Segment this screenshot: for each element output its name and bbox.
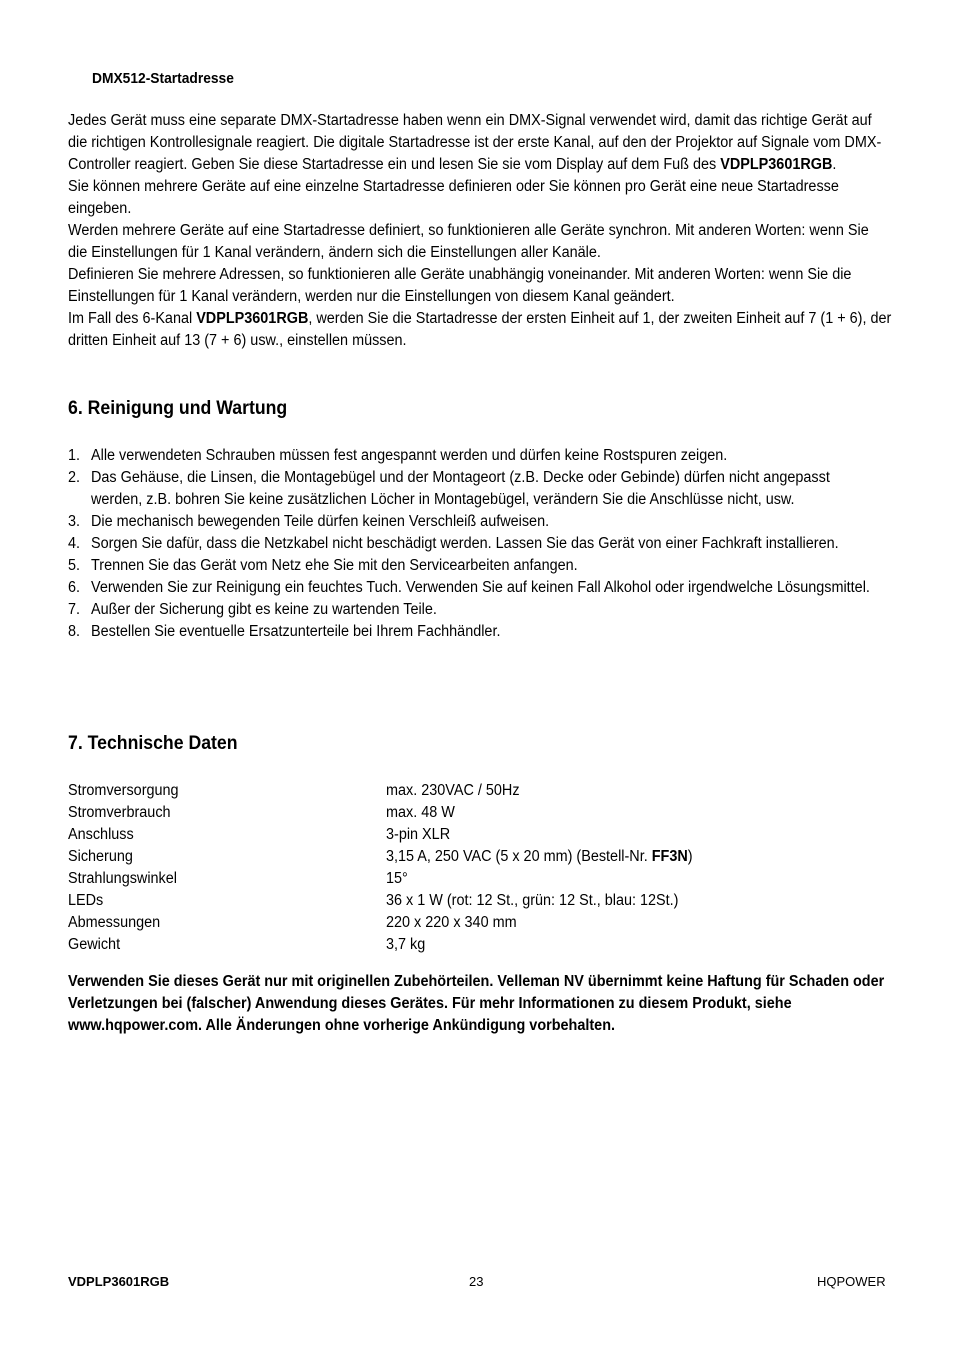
spec-label: Strahlungswinkel [68, 870, 177, 887]
spec-value-composite [386, 846, 693, 868]
list-item-number: 6. [68, 579, 81, 596]
table-row [68, 802, 716, 824]
spec-value: 3-pin XLR [386, 826, 451, 843]
list-item [68, 533, 888, 555]
spec-value: 220 x 220 x 340 mm [386, 914, 517, 931]
list-item-text: Die mechanisch bewegenden Teile dürfen keinen Verschleiß aufweisen. [91, 513, 550, 530]
dmx-p5-end: , werden Sie die Startadresse der ersten Einheit auf 1, der zweiten Einheit auf 7 (1 + 6), der dritten Einheit auf 13 (7 + 6) usw., einstellen müssen. [68, 310, 892, 349]
spec-label: LEDs [68, 892, 104, 909]
table-row [68, 846, 716, 868]
dmx-paragraph-1 [68, 110, 892, 176]
disclaimer-block [68, 971, 888, 1037]
order-number-bold: FF3N [651, 848, 688, 865]
spec-value-end: ) [687, 848, 693, 865]
spec-label: Sicherung [68, 848, 133, 865]
section-heading-cleaning: 6. Reinigung und Wartung [68, 398, 288, 419]
table-row [68, 824, 716, 846]
list-item-text: Trennen Sie das Gerät vom Netz ehe Sie mit den Servicearbeiten anfangen. [91, 557, 578, 574]
list-item-number: 7. [68, 601, 81, 618]
list-item-text: Außer der Sicherung gibt es keine zu wartenden Teile. [91, 601, 437, 618]
table-row [68, 868, 716, 890]
list-item [68, 511, 888, 533]
dmx-paragraphs [68, 110, 892, 352]
model-name-bold: VDPLP3601RGB [196, 310, 309, 327]
list-item-text: Sorgen Sie dafür, dass die Netzkabel nicht beschädigt werden. Lassen Sie das Gerät von einer Fachkraft installieren. [91, 535, 839, 552]
list-item-text: Alle verwendeten Schrauben müssen fest angespannt werden und dürfen keine Rostspuren zeigen. [91, 447, 728, 464]
list-item-text: Das Gehäuse, die Linsen, die Montagebügel und der Montageort (z.B. Decke oder Gebinde) dürfen nicht angepasst werden, z.B. bohren Sie keine zusätzlichen Löcher in Montagebügel, verändern Sie die Anschlüsse nicht, usw. [91, 469, 830, 508]
spec-value: max. 230VAC / 50Hz [386, 782, 520, 799]
dmx-paragraph-4: Definieren Sie mehrere Adressen, so funktionieren alle Geräte unabhängig voneinander. Mit anderen Worten: wenn Sie die Einstellungen für 1 Kanal verändern, werden nur die Einstellungen von diesem Kanal geändert. [68, 266, 852, 305]
list-item [68, 621, 888, 643]
dmx-p1-text: Jedes Gerät muss eine separate DMX-Startadresse haben wenn ein DMX-Signal verwendet wird, damit das richtige Gerät auf die richtigen Kontrollesignale reagiert. Die digitale Startadresse ist der erste Kanal, auf den der Projektor auf Signale vom DMX-Controller reagiert. Geben Sie diese Startadresse ein und lesen Sie sie vom Display auf dem Fuß des [68, 112, 882, 173]
spec-value: 36 x 1 W (rot: 12 St., grün: 12 St., blau: 12St.) [386, 892, 679, 909]
spec-value: max. 48 W [386, 804, 455, 821]
list-item-number: 3. [68, 513, 81, 530]
spec-value: 3,15 A, 250 VAC (5 x 20 mm) (Bestell-Nr. [386, 848, 652, 865]
section-heading-specs: 7. Technische Daten [68, 733, 238, 754]
list-item [68, 577, 888, 599]
footer-brand: HQPOWER [817, 1274, 886, 1289]
dmx-paragraph-5 [68, 308, 892, 352]
spec-value: 15° [386, 870, 408, 887]
spec-label: Abmessungen [68, 914, 161, 931]
table-row [68, 912, 716, 934]
spec-label: Gewicht [68, 936, 121, 953]
footer-model: VDPLP3601RGB [68, 1274, 170, 1289]
cleaning-list [68, 445, 888, 643]
list-item-number: 1. [68, 447, 81, 464]
list-item [68, 555, 888, 577]
disclaimer-text: Verwenden Sie dieses Gerät nur mit originellen Zubehörteilen. Velleman NV übernimmt keine Haftung für Schaden oder Verletzungen bei (falscher) Anwendung dieses Gerätes. Für mehr Informationen zu diesem Produkt, siehe www.hqpower.com. Alle Änderungen ohne vorherige Ankündigung vorbehalten. [68, 973, 885, 1034]
list-item-number: 2. [68, 469, 81, 486]
specs-table [68, 780, 716, 956]
dmx-subtitle: DMX512-Startadresse [92, 70, 234, 87]
list-item-number: 5. [68, 557, 81, 574]
table-row [68, 780, 716, 802]
dmx-p5-text: Im Fall des 6-Kanal [68, 310, 197, 327]
table-row [68, 934, 716, 956]
spec-value: 3,7 kg [386, 936, 426, 953]
spec-label: Stromversorgung [68, 782, 179, 799]
dmx-p1-end: . [832, 156, 837, 173]
list-item-text: Verwenden Sie zur Reinigung ein feuchtes Tuch. Verwenden Sie auf keinen Fall Alkohol oder irgendwelche Lösungsmittel. [91, 579, 870, 596]
footer-page-number: 23 [469, 1274, 484, 1289]
model-name-bold: VDPLP3601RGB [720, 156, 833, 173]
spec-label: Anschluss [68, 826, 134, 843]
list-item [68, 445, 888, 467]
dmx-paragraph-3: Werden mehrere Geräte auf eine Startadresse definiert, so funktionieren alle Geräte synchron. Mit anderen Worten: wenn Sie die Einstellungen für 1 Kanal verändern, ändern sich die Einstellungen aller Kanäle. [68, 222, 869, 261]
list-item [68, 467, 888, 511]
dmx-paragraph-2: Sie können mehrere Geräte auf eine einzelne Startadresse definieren oder Sie können pro Gerät eine neue Startadresse eingeben. [68, 178, 839, 217]
list-item-number: 4. [68, 535, 81, 552]
table-row [68, 890, 716, 912]
list-item-text: Bestellen Sie eventuelle Ersatzunterteile bei Ihrem Fachhändler. [91, 623, 501, 640]
spec-label: Stromverbrauch [68, 804, 171, 821]
list-item-number: 8. [68, 623, 81, 640]
list-item [68, 599, 888, 621]
